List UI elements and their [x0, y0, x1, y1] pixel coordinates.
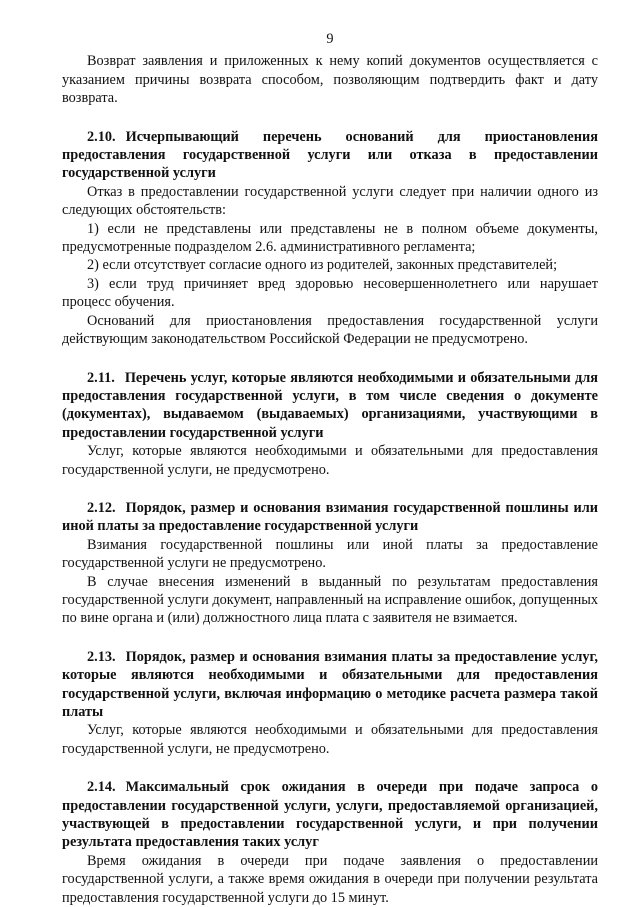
section-2-10 [62, 128, 598, 349]
section-number: 2.13. [87, 648, 116, 665]
section-heading [62, 369, 598, 443]
section-heading [62, 128, 598, 183]
section-paragraph: Услуг, которые являются необходимыми и обязательными для предоставления государственной услуги, не предусмотрено. [62, 443, 598, 478]
section-paragraph: 2) если отсутствует согласие одного из родителей, законных представителей; [87, 257, 558, 274]
section-paragraph: Услуг, которые являются необходимыми и обязательными для предоставления государственной услуги, не предусмотрено. [62, 722, 598, 757]
section-title: Порядок, размер и основания взимания государственной пошлины или иной платы за предоставление государственной услуги [62, 499, 598, 535]
section-2-11 [62, 369, 598, 479]
section-paragraph: Оснований для приостановления предоставления государственной услуги действующим законодательством Российской Федерации не предусмотрено. [62, 312, 598, 348]
section-2-13 [62, 648, 598, 758]
section-2-12 [62, 499, 598, 628]
sections-container [62, 128, 598, 907]
section-paragraph: Время ожидания в очереди при подаче заявления о предоставлении государственной услуги, а также время ожидания в очереди при получении результата предоставления государственной услуги до 15 минут. [62, 852, 598, 906]
section-title: Порядок, размер и основания взимания платы за предоставление услуг, которые являются необходимыми и обязательными для предоставления государственной услуги, включая информацию о методике расчета размера такой платы [62, 648, 598, 720]
section-number: 2.14. [87, 779, 116, 796]
section-number: 2.11. [87, 369, 115, 386]
section-title: Максимальный срок ожидания в очереди при подаче запроса о предоставлении государственной услуги, услуги, предоставляемой организацией, участвующей в предоставлении государственной услуги, и при получении результата предоставления таких услуг [62, 779, 598, 851]
section-title: Перечень услуг, которые являются необходимыми и обязательными для предоставления государственной услуги, в том числе сведения о документе (документах), выдаваемом (выдаваемых) организациями, участвующими в предоставлении государственной услуги [62, 369, 598, 441]
page-number: 9 [326, 31, 334, 47]
section-heading [62, 778, 598, 852]
section-paragraph: В случае внесения изменений в выданный по результатам предоставления государственной услуги документ, направленный на исправление ошибок, допущенных по вине органа и (или) должностного лица плата с заявителя не взимается. [62, 573, 598, 627]
intro-paragraph: Возврат заявления и приложенных к нему копий документов осуществляется с указанием причины возврата способом, позволяющим подтвердить факт и дату возврата. [62, 53, 598, 107]
section-number: 2.10. [87, 128, 116, 145]
section-heading [62, 648, 598, 722]
section-paragraph: 1) если не представлены или представлены не в полном объеме документы, предусмотренные подразделом 2.6. административного регламента; [62, 220, 598, 256]
section-paragraph: Взимания государственной пошлины или иной платы за предоставление государственной услуги не предусмотрено. [62, 536, 598, 572]
section-paragraph: Отказ в предоставлении государственной услуги следует при наличии одного из следующих обстоятельств: [62, 183, 598, 219]
section-title: Исчерпывающий перечень оснований для приостановления предоставления государственной услуги или отказа в предоставлении государственной услуги [62, 128, 598, 182]
section-heading [62, 499, 598, 536]
section-2-14 [62, 778, 598, 907]
section-number: 2.12. [87, 499, 116, 516]
section-paragraph: 3) если труд причиняет вред здоровью несовершеннолетнего или нарушает процесс обучения. [62, 275, 598, 311]
